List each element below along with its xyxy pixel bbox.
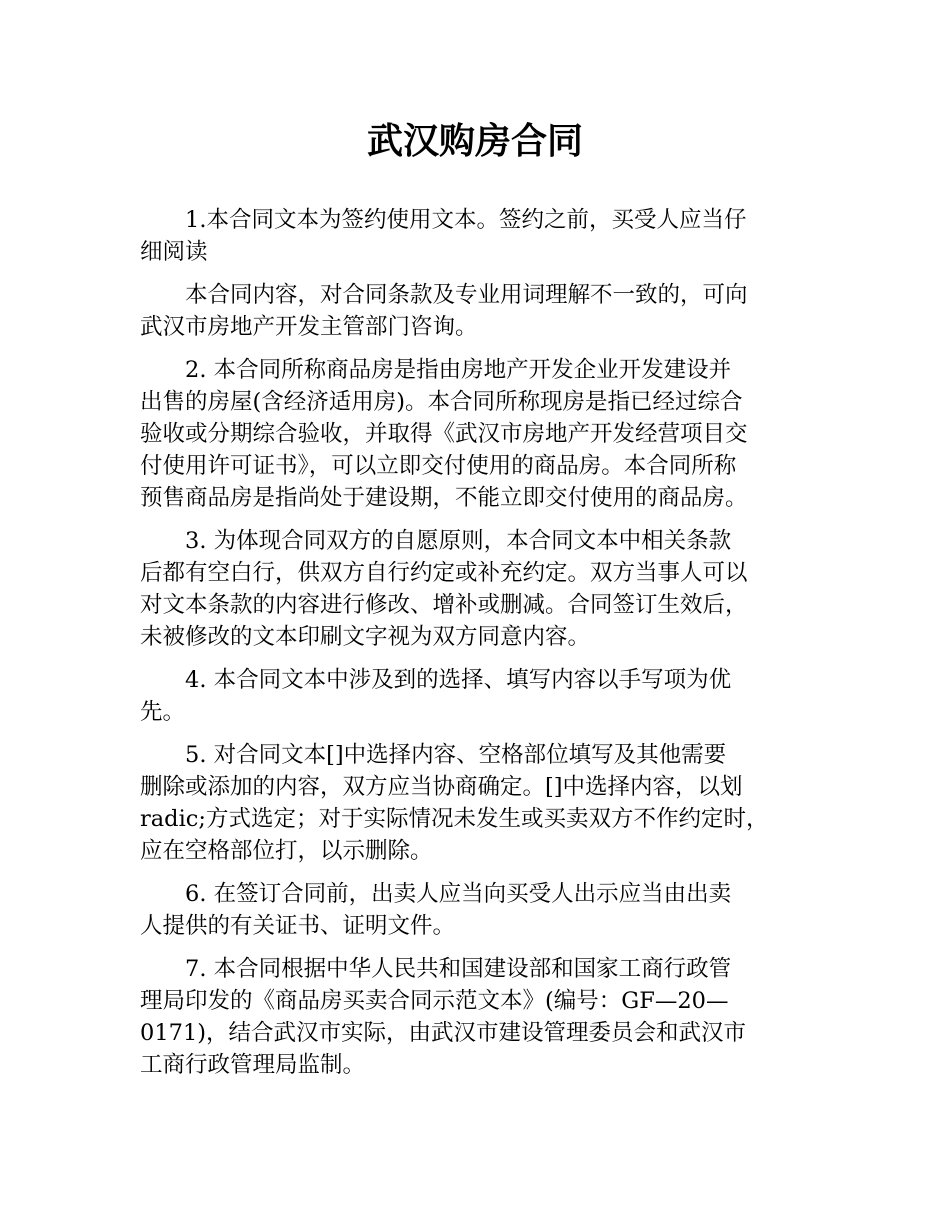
paragraph-line: 本合同内容，对合同条款及专业用词理解不一致的，可向 <box>185 282 748 308</box>
paragraph-7 <box>140 878 820 942</box>
paragraph-line: 5. 对合同文本[]中选择内容、空格部位填写及其他需要 <box>185 742 727 768</box>
paragraph-3 <box>140 354 820 514</box>
paragraph-4 <box>140 525 820 653</box>
paragraph-2 <box>140 279 820 343</box>
paragraph-line: 工商行政管理局监制。 <box>140 1052 366 1078</box>
paragraph-line: 后都有空白行，供双方自行约定或补充约定。双方当事人可以 <box>140 560 748 586</box>
paragraph-line: 应在空格部位打，以示删除。 <box>140 838 433 864</box>
paragraph-line: 对文本条款的内容进行修改、增补或删减。合同签订生效后， <box>140 592 748 618</box>
paragraph-line: 3. 为体现合同双方的自愿原则，本合同文本中相关条款 <box>185 528 732 554</box>
paragraph-line: 人提供的有关证书、证明文件。 <box>140 913 456 939</box>
paragraph-line: 预售商品房是指尚处于建设期，不能立即交付使用的商品房。 <box>140 485 748 511</box>
paragraph-line: 7. 本合同根据中华人民共和国建设部和国家工商行政管 <box>185 956 732 982</box>
paragraph-line: radic;方式选定；对于实际情况未发生或买卖双方不作约定时， <box>140 806 769 832</box>
paragraph-line: 2. 本合同所称商品房是指由房地产开发企业开发建设并 <box>185 357 732 383</box>
paragraph-line: 未被修改的文本印刷文字视为双方同意内容。 <box>140 624 591 650</box>
paragraph-5 <box>140 664 820 728</box>
document-body <box>140 204 820 1092</box>
paragraph-line: 先。 <box>140 699 186 725</box>
paragraph-8 <box>140 953 820 1081</box>
paragraph-line: 4. 本合同文本中涉及到的选择、填写内容以手写项为优 <box>185 667 732 693</box>
paragraph-line: 细阅读 <box>140 239 208 265</box>
paragraph-line: 1.本合同文本为签约使用文本。签约之前，买受人应当仔 <box>185 207 747 233</box>
paragraph-line: 6. 在签订合同前，出卖人应当向买受人出示应当由出卖 <box>185 881 732 907</box>
paragraph-line: 付使用许可证书》，可以立即交付使用的商品房。本合同所称 <box>140 453 737 479</box>
paragraph-line: 0171)，结合武汉市实际，由武汉市建设管理委员会和武汉市 <box>140 1020 747 1046</box>
paragraph-line: 武汉市房地产开发主管部门咨询。 <box>140 314 478 340</box>
paragraph-6 <box>140 739 820 867</box>
paragraph-1 <box>140 204 820 268</box>
paragraph-line: 验收或分期综合验收，并取得《武汉市房地产开发经营项目交 <box>140 421 748 447</box>
paragraph-line: 删除或添加的内容，双方应当协商确定。[]中选择内容，以划 <box>140 774 743 800</box>
paragraph-line: 出售的房屋(含经济适用房)。本合同所称现房是指已经过综合 <box>140 389 743 415</box>
document-title: 武汉购房合同 <box>366 121 583 162</box>
paragraph-line: 理局印发的《商品房买卖合同示范文本》(编号：GF—20— <box>140 988 729 1014</box>
